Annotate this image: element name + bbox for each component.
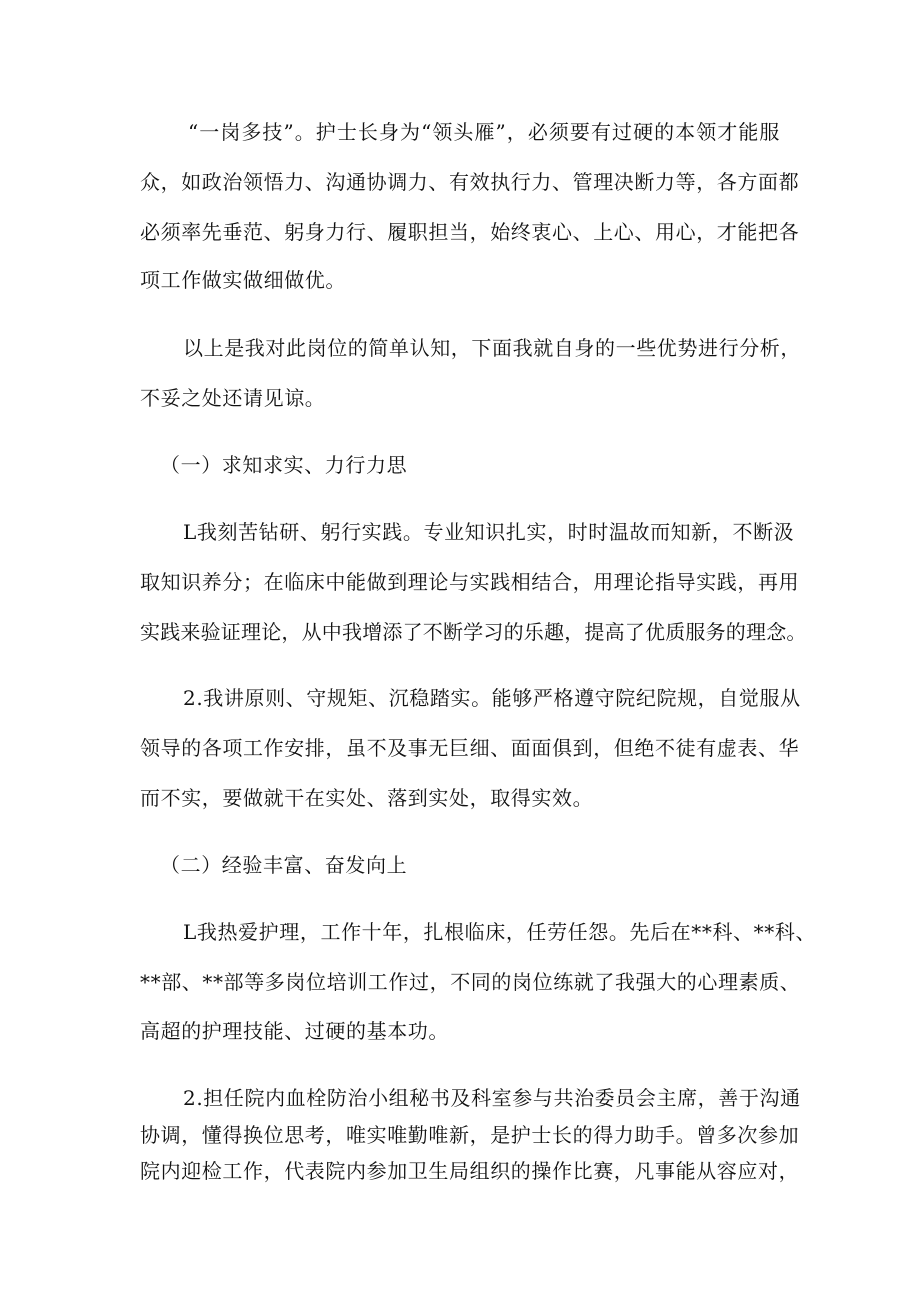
paragraph-4-line-2: 取知识养分；在临床中能做到理论与实践相结合，用理论指导实践，再用 [140,570,800,594]
paragraph-8-line-1: 2.担任院内血栓防治小组秘书及科室参与共治委员会主席，善于沟通 [183,1086,801,1110]
paragraph-8-line-3: 院内迎检工作，代表院内参加卫生局组织的操作比赛，凡事能从容应对， [140,1159,800,1183]
paragraph-5-line-1: 2.我讲原则、守规矩、沉稳踏实。能够严格遵守院纪院规，自觉服从 [183,686,801,710]
paragraph-2-line-1: 以上是我对此岗位的简单认知，下面我就自身的一些优势进行分析， [183,336,801,360]
section-heading-1: （一）求知求实、力行力思 [160,453,408,477]
paragraph-1-line-3: 必须率先垂范、躬身力行、履职担当，始终衷心、上心、用心，才能把各 [140,220,800,244]
paragraph-1-line-2: 众，如政治领悟力、沟通协调力、有效执行力、管理决断力等，各方面都 [140,170,800,194]
paragraph-1-line-1: “一岗多技”。护士长身为“领头雁”，必须要有过硬的本领才能服 [188,120,780,144]
paragraph-8-line-2: 协调，懂得换位思考，唯实唯勤唯新，是护士长的得力助手。曾多次参加 [140,1123,800,1147]
paragraph-5-line-3: 而不实，要做就干在实处、落到实处，取得实效。 [140,786,594,810]
paragraph-7-line-3: 高超的护理技能、过硬的基本功。 [140,1019,449,1043]
paragraph-5-line-2: 领导的各项工作安排，虽不及事无巨细、面面俱到，但绝不徒有虚表、华 [140,736,800,760]
paragraph-4-line-3: 实践来验证理论，从中我增添了不断学习的乐趣，提高了优质服务的理念。 [140,620,807,644]
paragraph-7-line-2: **部、**部等多岗位培训工作过，不同的岗位练就了我强大的心理素质、 [140,970,801,994]
paragraph-2-line-2: 不妥之处还请见谅。 [140,386,326,410]
paragraph-4-line-1: L我刻苦钻研、躬行实践。专业知识扎实，时时温故而知新，不断汲 [183,520,795,544]
paragraph-7-line-1: L我热爱护理，工作十年，扎根临床，任劳任怨。先后在**科、**科、 [183,920,817,944]
paragraph-1-line-4: 项工作做实做细做优。 [140,268,346,292]
section-heading-2: （二）经验丰富、奋发向上 [160,853,408,877]
